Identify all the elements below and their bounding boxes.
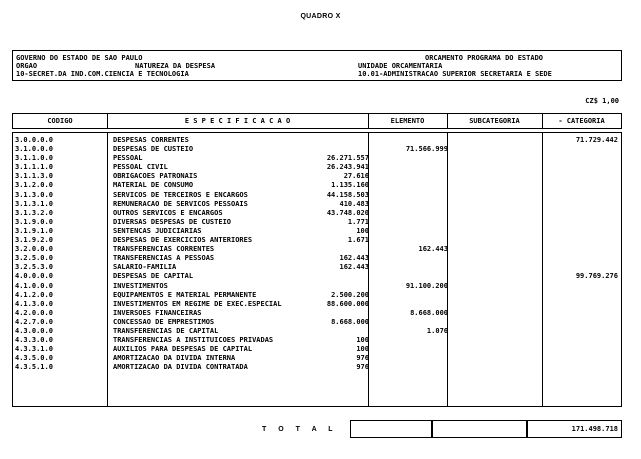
table-row <box>13 209 621 218</box>
cell-elemento: 88.600.000 <box>326 299 369 308</box>
header-government: GOVERNO DO ESTADO DE SAO PAULO <box>16 54 143 62</box>
table-row <box>13 163 621 172</box>
cell-codigo: 4.1.0.0.0 <box>15 281 53 290</box>
cell-subcategoria: 71.566.999 <box>405 145 448 154</box>
col-header-codigo: CODIGO <box>47 117 73 125</box>
document-title: QUADRO X <box>300 13 341 20</box>
table-body <box>12 132 622 407</box>
cell-codigo: 4.3.3.1.0 <box>15 345 53 354</box>
total-label: T O T A L <box>262 426 338 433</box>
cell-codigo: 4.3.5.1.0 <box>15 363 53 372</box>
cell-elemento: 976 <box>356 354 369 363</box>
cell-codigo: 3.2.5.0.0 <box>15 254 53 263</box>
cell-especificacao: AMORTIZACAO DA DIVIDA INTERNA <box>113 354 236 363</box>
cell-especificacao: INVESTIMENTOS EM REGIME DE EXEC.ESPECIAL <box>113 299 282 308</box>
cell-especificacao: CONCESSAO DE EMPRESTIMOS <box>113 317 215 326</box>
col-header-especificacao: E S P E C I F I C A C A O <box>184 117 291 125</box>
cell-especificacao: SERVICOS DE TERCEIROS E ENCARGOS <box>113 190 248 199</box>
cell-elemento: 26.271.557 <box>326 154 369 163</box>
cell-codigo: 4.3.3.0.0 <box>15 336 53 345</box>
table-row <box>13 354 621 363</box>
cell-codigo: 3.1.0.0.0 <box>15 145 53 154</box>
cell-elemento: 8.668.000 <box>331 317 369 326</box>
col-header-elemento: ELEMENTO <box>390 117 425 125</box>
cell-categoria: 71.729.442 <box>575 136 618 144</box>
cell-especificacao: INVESTIMENTOS <box>113 281 168 290</box>
cell-elemento: 44.158.503 <box>326 190 369 199</box>
table-header <box>12 113 622 129</box>
cell-codigo: 3.1.3.1.0 <box>15 199 53 208</box>
cell-subcategoria: 162.443 <box>418 245 448 254</box>
cell-elemento: 1.771 <box>347 217 369 226</box>
table-row <box>13 254 621 263</box>
cell-elemento: 100 <box>356 226 369 235</box>
cell-especificacao: SALARIO-FAMILIA <box>113 263 177 272</box>
cell-subcategoria: 91.100.200 <box>405 281 448 290</box>
cell-codigo: 3.2.5.3.0 <box>15 263 53 272</box>
cell-especificacao: MATERIAL DE CONSUMO <box>113 181 194 190</box>
table-row <box>13 345 621 354</box>
cell-codigo: 4.0.0.0.0 <box>15 272 53 281</box>
cell-elemento: 162.443 <box>339 263 369 272</box>
cell-codigo: 4.3.5.0.0 <box>15 354 53 363</box>
cell-elemento: 162.443 <box>339 254 369 263</box>
cell-elemento: 100 <box>356 345 369 354</box>
cell-especificacao: AMORTIZACAO DA DIVIDA CONTRATADA <box>113 363 248 372</box>
cell-codigo: 4.2.7.0.0 <box>15 317 53 326</box>
cell-codigo: 3.1.2.0.0 <box>15 181 53 190</box>
cell-categoria: 99.769.276 <box>575 272 618 281</box>
table-row <box>13 200 621 209</box>
header-nature-label: NATUREZA DA DESPESA <box>135 62 216 70</box>
cell-especificacao: TRANSFERENCIAS A INSTITUICOES PRIVADAS <box>113 336 274 345</box>
cell-especificacao: DESPESAS DE EXERCICIOS ANTERIORES <box>113 236 253 245</box>
table-row <box>13 363 621 372</box>
cell-especificacao: PESSOAL <box>113 154 143 163</box>
cell-especificacao: AUXILIOS PARA DESPESAS DE CAPITAL <box>113 345 253 354</box>
table-row <box>13 263 621 272</box>
header-box <box>12 50 622 81</box>
header-unit-label: UNIDADE ORCAMENTARIA <box>358 62 443 70</box>
cell-elemento: 43.748.020 <box>326 208 369 217</box>
cell-codigo: 3.2.0.0.0 <box>15 245 53 254</box>
table-row <box>13 300 621 309</box>
table-row <box>13 218 621 227</box>
cell-subcategoria: 8.668.000 <box>410 308 448 317</box>
cell-especificacao: DESPESAS DE CAPITAL <box>113 272 194 281</box>
header-budget-title: ORCAMENTO PROGRAMA DO ESTADO <box>425 54 544 62</box>
cell-codigo: 3.1.3.0.0 <box>15 190 53 199</box>
table-row <box>13 227 621 236</box>
cell-elemento: 976 <box>356 363 369 372</box>
cell-codigo: 3.1.9.2.0 <box>15 236 53 245</box>
table-row <box>13 291 621 300</box>
cell-codigo: 3.1.1.3.0 <box>15 172 53 181</box>
header-orgao-label: ORGAO <box>16 62 38 70</box>
table-row <box>13 318 621 327</box>
cell-codigo: 3.0.0.0.0 <box>15 136 53 144</box>
cell-especificacao: TRANSFERENCIAS DE CAPITAL <box>113 326 219 335</box>
cell-codigo: 4.1.3.0.0 <box>15 299 53 308</box>
cell-elemento: 1.135.160 <box>331 181 369 190</box>
table-row <box>13 154 621 163</box>
cell-codigo: 3.1.9.1.0 <box>15 226 53 235</box>
table-row <box>13 191 621 200</box>
cell-especificacao: TRANSFERENCIAS CORRENTES <box>113 245 215 254</box>
cell-especificacao: TRANSFERENCIAS A PESSOAS <box>113 254 215 263</box>
table-row <box>13 245 621 254</box>
cell-codigo: 3.1.1.0.0 <box>15 154 53 163</box>
cell-elemento: 2.500.200 <box>331 290 369 299</box>
table-row <box>13 336 621 345</box>
cell-especificacao: OUTROS SERVICOS E ENCARGOS <box>113 208 223 217</box>
total-subcategoria <box>432 420 527 438</box>
table-row <box>13 172 621 181</box>
cell-codigo: 3.1.9.0.0 <box>15 217 53 226</box>
cell-especificacao: SENTENCAS JUDICIARIAS <box>113 226 202 235</box>
cell-elemento: 410.483 <box>339 199 369 208</box>
cell-especificacao: OBRIGACOES PATRONAIS <box>113 172 198 181</box>
cell-especificacao: DESPESAS DE CUSTEIO <box>113 145 194 154</box>
cell-codigo: 4.2.0.0.0 <box>15 308 53 317</box>
cell-especificacao: DESPESAS CORRENTES <box>113 136 189 144</box>
col-header-subcategoria: SUBCATEGORIA <box>469 117 520 125</box>
table-rows <box>13 136 621 372</box>
cell-especificacao: EQUIPAMENTOS E MATERIAL PERMANENTE <box>113 290 257 299</box>
table-row <box>13 136 621 145</box>
cell-codigo: 4.3.0.0.0 <box>15 326 53 335</box>
table-row <box>13 327 621 336</box>
table-row <box>13 282 621 291</box>
table-row <box>13 145 621 154</box>
cell-elemento: 26.243.941 <box>326 163 369 172</box>
table-row <box>13 236 621 245</box>
currency-label: CZ$ 1,00 <box>585 97 619 105</box>
table-row <box>13 181 621 190</box>
cell-elemento: 100 <box>356 336 369 345</box>
cell-codigo: 4.1.2.0.0 <box>15 290 53 299</box>
cell-especificacao: PESSOAL CIVIL <box>113 163 168 172</box>
table-row <box>13 272 621 281</box>
cell-codigo: 3.1.3.2.0 <box>15 208 53 217</box>
header-unit-name: 10.01-ADMINISTRACAO SUPERIOR SECRETARIA E SEDE <box>358 70 552 78</box>
col-header-categoria: - CATEGORIA <box>558 117 605 125</box>
total-categoria: 171.498.718 <box>527 420 622 438</box>
cell-subcategoria: 1.076 <box>426 326 448 335</box>
cell-codigo: 3.1.1.1.0 <box>15 163 53 172</box>
cell-elemento: 1.671 <box>347 236 369 245</box>
cell-especificacao: REMUNERACAO DE SERVICOS PESSOAIS <box>113 199 248 208</box>
total-elemento <box>350 420 432 438</box>
table-row <box>13 309 621 318</box>
header-orgao-name: 10-SECRET.DA IND.COM.CIENCIA E TECNOLOGIA <box>16 70 189 78</box>
cell-especificacao: DIVERSAS DESPESAS DE CUSTEIO <box>113 217 232 226</box>
cell-especificacao: INVERSOES FINANCEIRAS <box>113 308 202 317</box>
cell-elemento: 27.616 <box>343 172 369 181</box>
